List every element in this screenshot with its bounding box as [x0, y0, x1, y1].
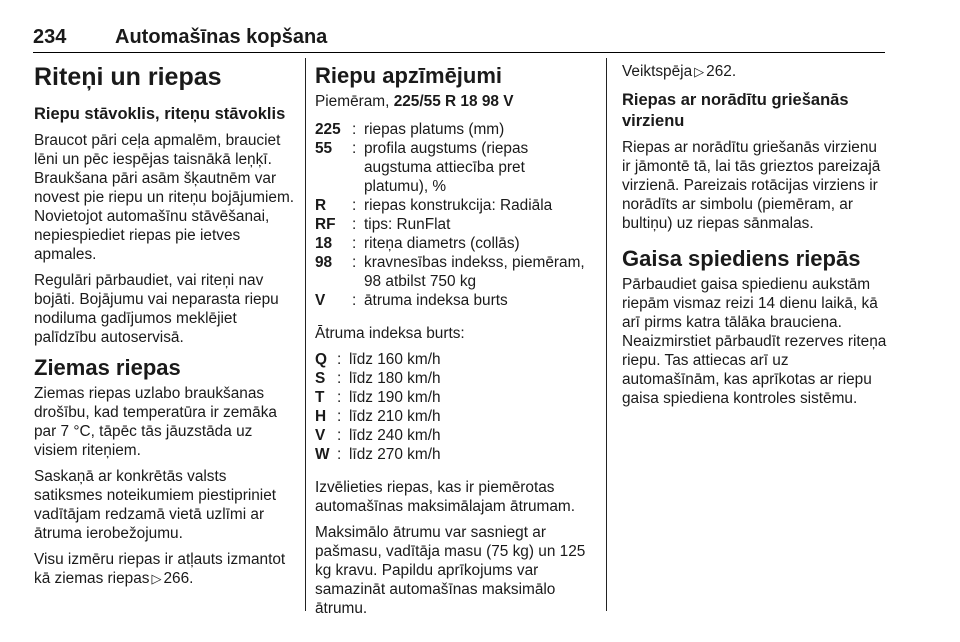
- page-header: [33, 24, 885, 53]
- performance-text: Veiktspēja: [622, 63, 693, 80]
- list-item: S : līdz 180 km/h: [315, 370, 441, 387]
- column-1: [34, 62, 296, 595]
- heading-tyre-designations: Riepu apzīmējumi: [315, 63, 503, 88]
- list-item: V : līdz 240 km/h: [315, 427, 441, 444]
- example-line: [315, 92, 593, 111]
- list-item: 18 : riteņa diametrs (collās): [315, 235, 520, 252]
- list-item: H : līdz 210 km/h: [315, 408, 441, 425]
- paragraph-max-speed: Maksimālo ātrumu var sasniegt ar pašmasu, vadītāja masu (75 kg) un 125 kg kravu. Papildu aprīkojums var samazināt automašīnas maksimālo ātrumu.: [315, 524, 586, 617]
- page-reference-arrow-icon: ▷: [151, 571, 162, 586]
- paragraph-inspection: Regulāri pārbaudiet, vai riteņi nav bojāti. Bojājumu vai neparasta riepu nodiluma gadījumos meklējiet palīdzību autoservisā.: [34, 272, 279, 346]
- code-definition-list: [315, 120, 593, 310]
- column-2: [315, 62, 593, 625]
- page-reference-arrow-icon: ▷: [694, 64, 705, 79]
- list-item: 225 : riepas platums (mm): [315, 121, 505, 138]
- heading-winter-tyres: Ziemas riepas: [34, 355, 181, 380]
- list-item: 98 : kravnesības indekss, piemēram, 98 atbilst 750 kg: [315, 254, 585, 290]
- paragraph-winter-safety: Ziemas riepas uzlabo braukšanas drošību, kad temperatūra ir zemāka par 7 °C, tāpēc tās jāuzstāda uz visiem riteņiem.: [34, 385, 277, 459]
- paragraph-pressure-check: Pārbaudiet gaisa spiedienu aukstām riepām vismaz reizi 14 dienu laikā, kā arī pirms katra tālāka brauciena. Neaizmirstiet pārbaudīt rezerves riteņa riepu. Tas attiecas arī uz automašīnām, kas aprīkotas ar riepu gaisa spiediena kontroles sistēmu.: [622, 276, 887, 407]
- list-item: Q : līdz 160 km/h: [315, 351, 441, 368]
- list-item: R : riepas konstrukcija: Radiāla: [315, 197, 553, 214]
- example-code: 225/55 R 18 98 V: [393, 93, 514, 110]
- list-item: V : ātruma indeksa burts: [315, 292, 508, 309]
- page-reference-link[interactable]: 262.: [706, 63, 737, 80]
- paragraph-speed-sticker: Saskaņā ar konkrētās valsts satiksmes noteikumiem piestipriniet vadītājam redzamā vietā uzlīmi ar ātruma ierobežojumu.: [34, 468, 277, 542]
- section-heading-wheels-tyres: Riteņi un riepas: [34, 63, 222, 91]
- column-divider-2: [606, 58, 607, 611]
- speed-index-heading: Ātruma indeksa burts:: [315, 325, 465, 342]
- chapter-title: Automašīnas kopšana: [115, 26, 328, 48]
- column-divider-1: [305, 58, 306, 611]
- paragraph-choose-tyres: Izvēlieties riepas, kas ir piemērotas automašīnas maksimālajam ātrumam.: [315, 479, 576, 515]
- list-item: 55 : profila augstums (riepas augstuma attiecība pret platumu), %: [315, 140, 529, 195]
- paragraph-all-sizes-text: Visu izmēru riepas ir atļauts izmantot kā ziemas riepas: [34, 551, 286, 587]
- column-3: [622, 62, 888, 415]
- paragraph-performance-ref: [622, 62, 888, 81]
- subheading-tyre-condition: Riepu stāvoklis, riteņu stāvoklis: [34, 105, 286, 123]
- list-item: RF : tips: RunFlat: [315, 216, 451, 233]
- page-number: 234: [33, 26, 67, 48]
- list-item: W : līdz 270 km/h: [315, 446, 441, 463]
- heading-tyre-pressure: Gaisa spiediens riepās: [622, 246, 861, 271]
- example-label: Piemēram,: [315, 93, 390, 110]
- paragraph-kerbs: Braucot pāri ceļa apmalēm, brauciet lēni un pēc iespējas taisnākā leņķī. Braukšana pāri asām šķautnēm var novest pie riepu un riteņu bojājumiem. Novietojot automašīnu stāvēšanai, nepiespiediet riepas pie ietves apmales.: [34, 132, 295, 263]
- paragraph-directional: Riepas ar norādītu griešanās virzienu ir jāmontē tā, lai tās grieztos pareizajā virzienā. Pareizais rotācijas virziens ir norādīts ar simbolu (piemēram, ar bultiņu) uz riepas sānmalas.: [622, 139, 881, 232]
- subheading-directional-tyres: Riepas ar norādītu griešanās virzienu: [622, 91, 849, 130]
- list-item: T : līdz 190 km/h: [315, 389, 441, 406]
- speed-index-list: [315, 350, 593, 464]
- page-reference-link[interactable]: 266.: [163, 570, 194, 587]
- paragraph-all-sizes: [34, 550, 296, 588]
